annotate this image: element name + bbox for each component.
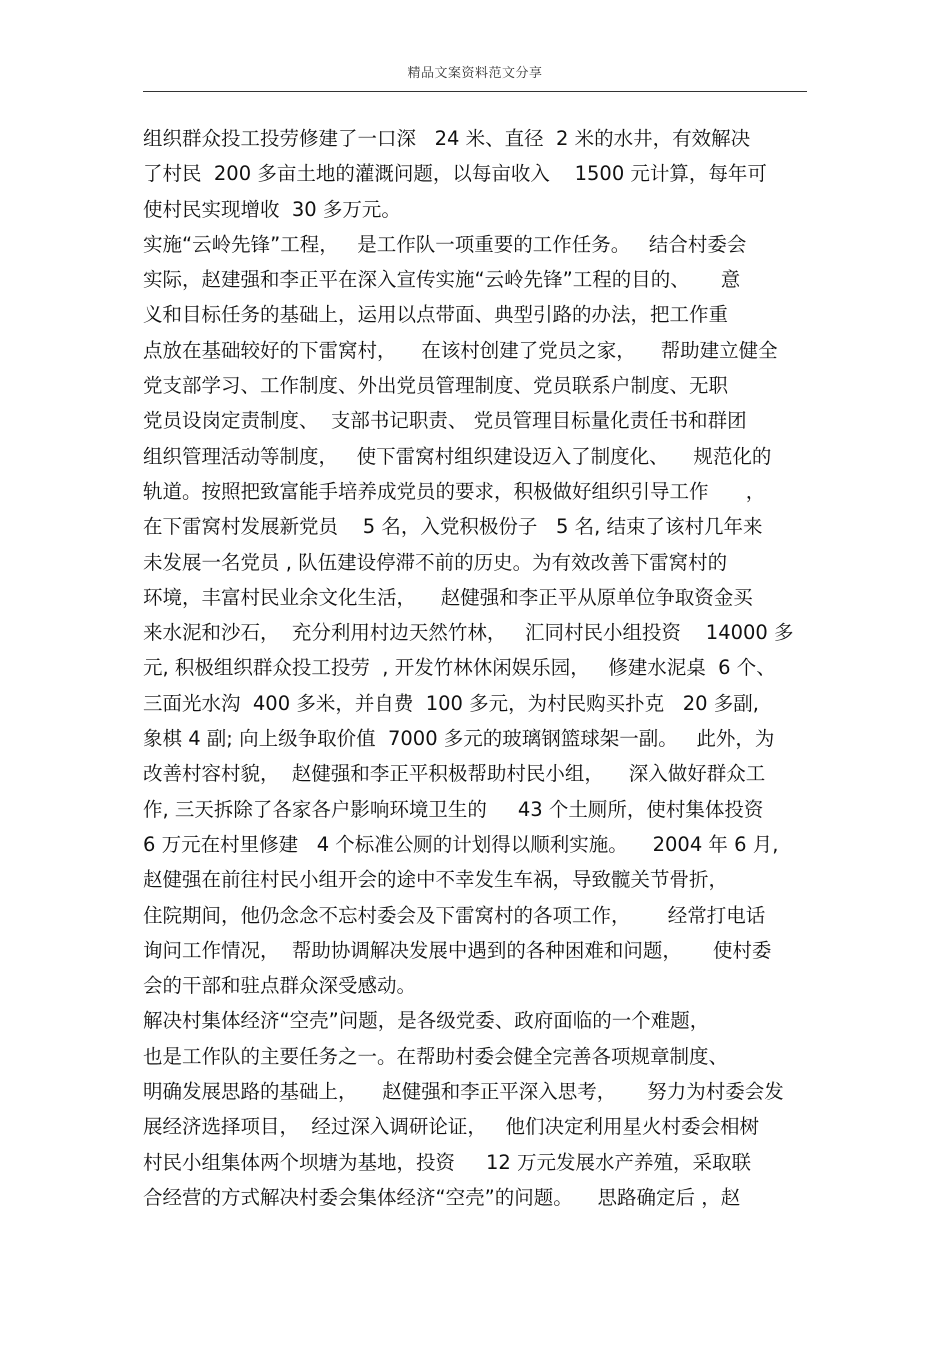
- body-line: 环境，丰富村民业余文化生活， 赵健强和李正平从原单位争取资金买: [143, 585, 753, 609]
- body-line: 党员设岗定责制度、 支部书记职责、 党员管理目标量化责任书和群团: [143, 409, 747, 433]
- body-line: 组织群众投工投劳修建了一口深 24 米、直径 2 米的水井，有效解决: [143, 127, 751, 150]
- body-line: 展经济选择项目， 经过深入调研论证， 他们决定利用星火村委会相树: [143, 1115, 759, 1139]
- body-line: 在下雷窝村发展新党员 5 名，入党积极份子 5 名, 结束了该村几年来: [143, 515, 763, 539]
- body-line: 合经营的方式解决村委会集体经济“空壳”的问题。 思路确定后 ，赵: [143, 1185, 741, 1209]
- body-line: 村民小组集体两个坝塘为基地，投资 12 万元发展水产养殖，采取联: [143, 1150, 752, 1174]
- document-body: [143, 121, 811, 1215]
- header-divider: [143, 91, 807, 92]
- body-line: 来水泥和沙石， 充分利用村边天然竹林， 汇同村民小组投资 14000 多: [143, 621, 794, 645]
- body-line: 轨道。按照把致富能手培养成党员的要求，积极做好组织引导工作 ，: [143, 479, 766, 503]
- body-line: 三面光水沟 400 多米，并自费 100 多元，为村民购买扑克 20 多副,: [143, 691, 759, 715]
- body-line: 实际，赵建强和李正平在深入宣传实施“云岭先锋”工程的目的、 意: [143, 268, 741, 292]
- body-line: 解决村集体经济“空壳”问题，是各级党委、政府面临的一个难题，: [143, 1009, 710, 1033]
- body-line: 实施“云岭先锋”工程， 是工作队一项重要的工作任务。 结合村委会: [143, 232, 747, 256]
- body-line: 义和目标任务的基础上，运用以点带面、典型引路的办法，把工作重: [143, 303, 729, 327]
- body-line: 作, 三天拆除了各家各户影响环境卫生的 43 个土厕所，使村集体投资: [143, 797, 764, 821]
- body-line: 会的干部和驻点群众深受感动。: [143, 974, 417, 998]
- body-line: 明确发展思路的基础上， 赵健强和李正平深入思考， 努力为村委会发: [143, 1080, 784, 1104]
- body-line: 元, 积极组织群众投工投劳 , 开发竹林休闲娱乐园， 修建水泥桌 6 个、: [143, 656, 776, 680]
- body-line: 组织管理活动等制度， 使下雷窝村组织建设迈入了制度化、 规范化的: [143, 444, 772, 468]
- body-line: 党支部学习、工作制度、外出党员管理制度、党员联系户制度、无职: [143, 374, 729, 398]
- body-line: 使村民实现增收 30 多万元。: [143, 197, 401, 221]
- body-line: 也是工作队的主要任务之一。在帮助村委会健全完善各项规章制度、: [143, 1044, 729, 1068]
- body-line: 赵健强在前往村民小组开会的途中不幸发生车祸，导致髋关节骨折，: [143, 868, 729, 892]
- body-line: 象棋 4 副; 向上级争取价值 7000 多元的玻璃钢篮球架一副。 此外，为: [143, 727, 775, 751]
- body-line: 改善村容村貌， 赵健强和李正平积极帮助村民小组， 深入做好群众工: [143, 762, 766, 786]
- body-line: 了村民 200 多亩土地的灌溉问题，以每亩收入 1500 元计算，每年可: [143, 162, 767, 186]
- body-line: 6 万元在村里修建 4 个标准公厕的计划得以顺利实施。 2004 年 6 月,: [143, 832, 779, 856]
- body-line: 住院期间，他仍念念不忘村委会及下雷窝村的各项工作， 经常打电话: [143, 903, 766, 927]
- body-line: 询问工作情况， 帮助协调解决发展中遇到的各种困难和问题， 使村委: [143, 938, 772, 962]
- page-header: 精品文案资料范文分享: [407, 66, 543, 81]
- body-line: 未发展一名党员 , 队伍建设停滞不前的历史。为有效改善下雷窝村的: [143, 550, 728, 574]
- body-line: 点放在基础较好的下雷窝村， 在该村创建了党员之家， 帮助建立健全: [143, 338, 778, 362]
